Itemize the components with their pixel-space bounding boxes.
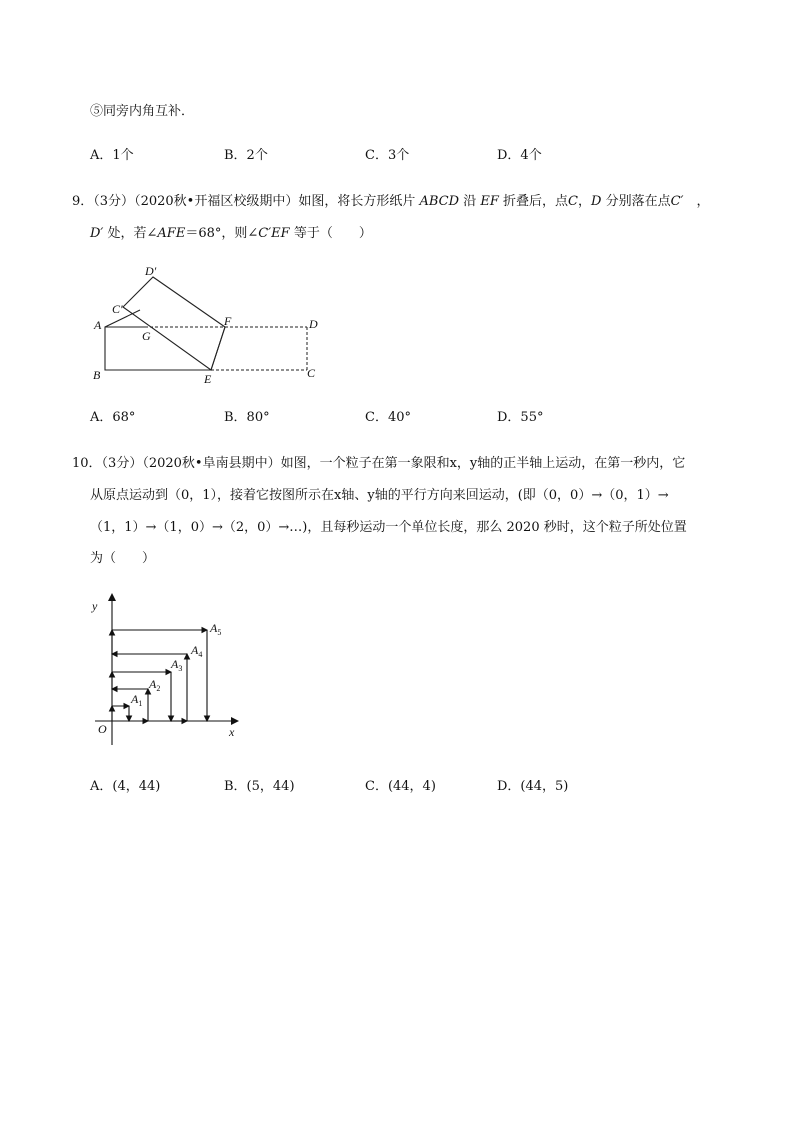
q8-option-b[interactable]: B．2个 (224, 148, 268, 163)
q8-option-a[interactable]: A．1个 (90, 148, 134, 163)
q10-label-a1: $A_1$ (131, 692, 143, 708)
q10-line-4: 为（ ） (90, 551, 156, 566)
q9-label-c-prime: C′ (112, 302, 123, 316)
q10-option-b[interactable]: B．(5，44) (224, 779, 295, 794)
q10-option-d[interactable]: D．(44，5) (497, 779, 569, 794)
q8-option-c[interactable]: C．3个 (365, 148, 410, 163)
q10-line-2: 从原点运动到（0，1），接着它按图所示在x轴、y轴的平行方向来回运动，(即（0，0）→（0，1）→ (90, 488, 669, 503)
q9-source: （2020秋•开福区校级期中） (134, 194, 299, 209)
q9-ef: EF (480, 194, 499, 209)
q8-option-d[interactable]: D．4个 (497, 148, 542, 163)
q10-label-a3: $A_3$ (171, 657, 183, 673)
q9-folding-figure (85, 255, 335, 390)
q9-d: D (590, 194, 602, 209)
q9-line-2 (90, 225, 372, 243)
q9-c: C (568, 194, 578, 209)
q10-label-a2: $A_2$ (149, 677, 161, 693)
q10-line-1: 10．（3分）（2020秋•阜南县期中）如图，一个粒子在第一象限和x，y轴的正半轴上运动，在第一秒内，它 (72, 456, 686, 471)
q9-label-b: B (93, 368, 101, 382)
q9-text-3: 折叠后，点 (503, 194, 569, 209)
q9-label-f: F (224, 314, 232, 328)
q9-option-c[interactable]: C．40° (365, 410, 411, 425)
q9-label-d-prime: D′ (145, 264, 157, 278)
q9-text-1: 如图，将长方形纸片 (298, 194, 416, 209)
q9-text-4: 分别落在点 (605, 194, 671, 209)
q9-option-a[interactable]: A．68° (90, 410, 136, 425)
q9-number: 9． (72, 194, 94, 209)
q9-label-e: E (204, 372, 212, 386)
q9-label-g: G (142, 329, 151, 343)
q9-text-2: 沿 (463, 194, 477, 209)
q9-label-a: A (94, 318, 102, 332)
q10-label-a5: $A_5$ (210, 621, 222, 637)
q10-particle-path-figure (85, 590, 245, 745)
item-5-text: ⑤同旁内角互补． (90, 104, 195, 119)
q9-cpef: C′EF (258, 226, 290, 241)
q9-option-d[interactable]: D．55° (497, 410, 544, 425)
q9-option-b[interactable]: B．80° (224, 410, 270, 425)
q9-label-d: D (309, 317, 318, 331)
q9-c-prime: C′ (670, 194, 684, 209)
q9-label-c: C (307, 366, 316, 380)
q10-label-y: y (92, 599, 98, 613)
q10-line-3: （1，1）→（1，0）→（2，0）→…)，且每秒运动一个单位长度，那么 2020 秒时，这个粒子所处位置 (90, 520, 687, 535)
q9-d-prime: D′ (90, 226, 104, 241)
q9-comma-2: ， (696, 194, 710, 209)
q9-abcd: ABCD (419, 194, 460, 209)
q10-label-a4: $A_4$ (191, 643, 203, 659)
q9-text-7: 等于（ ） (293, 226, 372, 241)
q9-line-1 (72, 193, 710, 211)
q10-option-a[interactable]: A．(4，44) (90, 779, 161, 794)
q9-text-6: ＝68°，则∠ (185, 226, 259, 241)
q9-text-5: 处，若∠ (107, 226, 158, 241)
q9-folded-flap (123, 277, 225, 370)
q10-label-x: x (229, 725, 235, 739)
q9-afe: AFE (157, 226, 186, 241)
q10-option-c[interactable]: C．(44，4) (365, 779, 436, 794)
q10-label-origin: O (98, 722, 107, 736)
q9-comma: ， (577, 194, 591, 209)
q9-score: （3分） (93, 194, 135, 209)
q9-rect-left-part (105, 310, 211, 370)
